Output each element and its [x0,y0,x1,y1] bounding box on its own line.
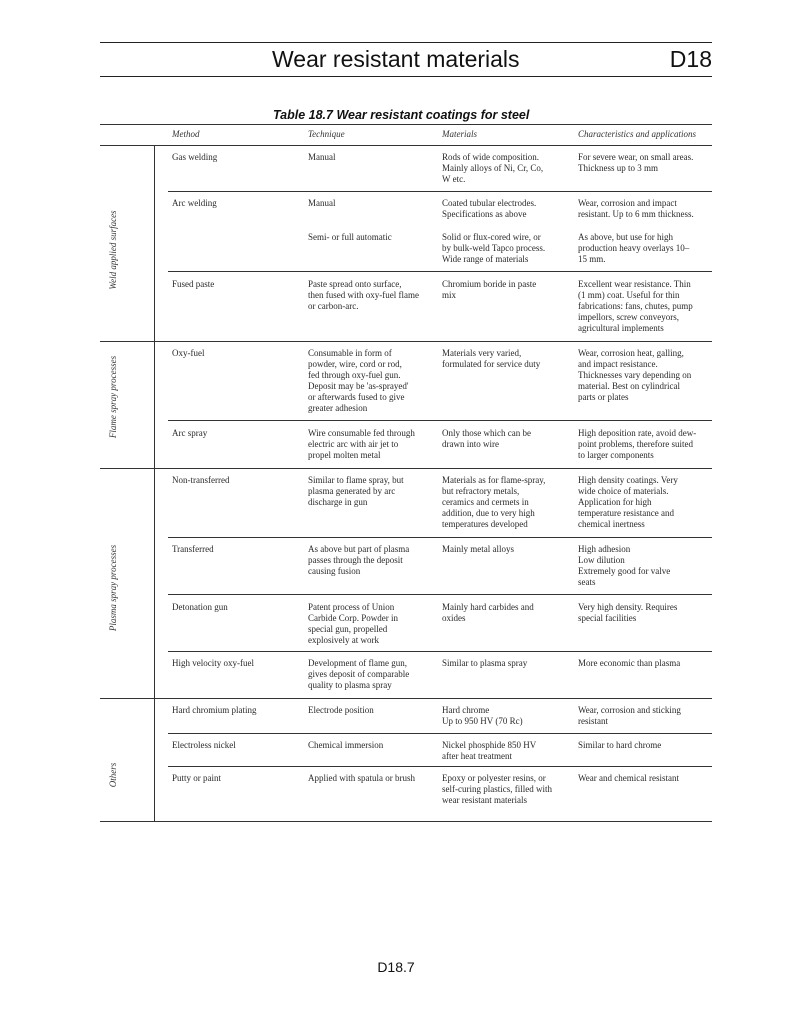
table-cell-materials: Nickel phosphide 850 HV after heat treatment [442,740,537,761]
table-cell-materials: Similar to plasma spray [442,658,528,668]
table-cell-technique: Applied with spatula or brush [308,773,415,783]
table-top-rule [100,124,712,125]
table-cell-method: High velocity oxy-fuel [172,658,254,668]
table-cell-technique: Wire consumable fed through electric arc with air jet to propel molten metal [308,428,415,460]
row-divider [168,191,712,192]
row-divider [168,651,712,652]
group-label-others: Others [108,762,118,788]
group-divider [100,698,712,699]
table-cell-characteristics: High density coatings. Very wide choice of materials. Application for high temperature resistance and chemical inertness [578,475,678,529]
table-cell-characteristics: As above, but use for high production heavy overlays 10– 15 mm. [578,232,690,264]
table-cell-characteristics: High deposition rate, avoid dew- point problems, therefore suited to larger components [578,428,697,460]
row-divider [168,271,712,272]
row-divider [168,766,712,767]
table-cell-characteristics: Wear, corrosion heat, galling, and impact resistance. Thicknesses vary depending on material. Best on cylindrical parts or plates [578,348,692,402]
table-cell-technique: Paste spread onto surface, then fused with oxy-fuel flame or carbon-arc. [308,279,419,311]
table-cell-materials: Only those which can be drawn into wire [442,428,531,449]
table-cell-technique: Consumable in form of powder, wire, cord or rod, fed through oxy-fuel gun. Deposit may be 'as-sprayed' or afterwards fused to give greater adhesion [308,348,409,413]
row-divider [168,537,712,538]
row-divider [168,594,712,595]
table-cell-materials: Hard chrome Up to 950 HV (70 Rc) [442,705,523,726]
table-cell-method: Detonation gun [172,602,228,612]
row-divider [168,733,712,734]
table-cell-method: Fused paste [172,279,215,289]
column-header-method: Method [172,129,200,139]
table-cell-materials: Solid or flux-cored wire, or by bulk-weld Tapco process. Wide range of materials [442,232,546,264]
table-cell-characteristics: High adhesion Low dilution Extremely good for valve seats [578,544,671,587]
table-cell-technique: Manual [308,198,336,208]
table-cell-characteristics: Wear and chemical resistant [578,773,679,783]
table-cell-materials: Rods of wide composition. Mainly alloys of Ni, Cr, Co, W etc. [442,152,544,184]
table-cell-materials: Chromium boride in paste mix [442,279,537,300]
group-divider [100,341,712,342]
group-label-plasma: Plasma spray processes [108,544,118,632]
page-title: Wear resistant materials [272,46,520,72]
header-rule-bottom [100,76,712,77]
table-cell-characteristics: Very high density. Requires special facilities [578,602,678,623]
table-cell-materials: Coated tubular electrodes. Specifications as above [442,198,537,219]
table-cell-characteristics: Similar to hard chrome [578,740,662,750]
table-cell-method: Putty or paint [172,773,221,783]
table-bottom-rule [100,821,712,822]
table-cell-materials: Epoxy or polyester resins, or self-curing plastics, filled with wear resistant materials [442,773,552,805]
table-cell-technique: Semi- or full automatic [308,232,392,242]
header-bottom-rule [100,145,712,146]
table-cell-characteristics: For severe wear, on small areas. Thickness up to 3 mm [578,152,694,173]
table-cell-method: Oxy-fuel [172,348,205,358]
table-cell-method: Transferred [172,544,214,554]
table-cell-method: Gas welding [172,152,218,162]
table-cell-materials: Mainly metal alloys [442,544,514,554]
table-cell-technique: Similar to flame spray, but plasma generated by arc discharge in gun [308,475,404,507]
table-cell-characteristics: Wear, corrosion and impact resistant. Up to 6 mm thickness. [578,198,694,219]
table-cell-method: Arc welding [172,198,217,208]
table-cell-characteristics: Excellent wear resistance. Thin (1 mm) coat. Useful for thin fabrications: fans, chutes, pump impellors, screw conveyors, agricultural implements [578,279,693,333]
table-cell-technique: Chemical immersion [308,740,384,750]
row-divider [168,420,712,421]
table-cell-method: Electroless nickel [172,740,236,750]
table-cell-technique: Electrode position [308,705,374,715]
table-cell-technique: Development of flame gun, gives deposit of comparable quality to plasma spray [308,658,410,690]
table-cell-method: Hard chromium plating [172,705,257,715]
table-cell-characteristics: Wear, corrosion and sticking resistant [578,705,681,726]
table-cell-materials: Materials very varied, formulated for service duty [442,348,541,369]
table-cell-method: Arc spray [172,428,208,438]
table-cell-technique: As above but part of plasma passes through the deposit causing fusion [308,544,410,576]
table-cell-method: Non-transferred [172,475,230,485]
table-cell-technique: Manual [308,152,336,162]
table-cell-technique: Patent process of Union Carbide Corp. Powder in special gun, propelled explosively at work [308,602,398,645]
group-label-weld: Weld applied surfaces [108,210,118,290]
group-divider [100,468,712,469]
table-title: Table 18.7 Wear resistant coatings for steel [273,108,530,122]
table-cell-materials: Mainly hard carbides and oxides [442,602,534,623]
column-header-technique: Technique [308,129,345,139]
group-divider-line [154,145,155,821]
group-label-flame: Flame spray processes [108,355,118,439]
column-header-characteristics: Characteristics and applications [578,129,696,139]
page-number: D18.7 [377,959,415,975]
column-header-materials: Materials [442,129,477,139]
table-cell-characteristics: More economic than plasma [578,658,681,668]
table-cell-materials: Materials as for flame-spray, but refractory metals, ceramics and cermets in addition, due to very high temperatures developed [442,475,546,529]
header-rule-top [100,42,712,43]
section-code: D18 [669,46,712,72]
